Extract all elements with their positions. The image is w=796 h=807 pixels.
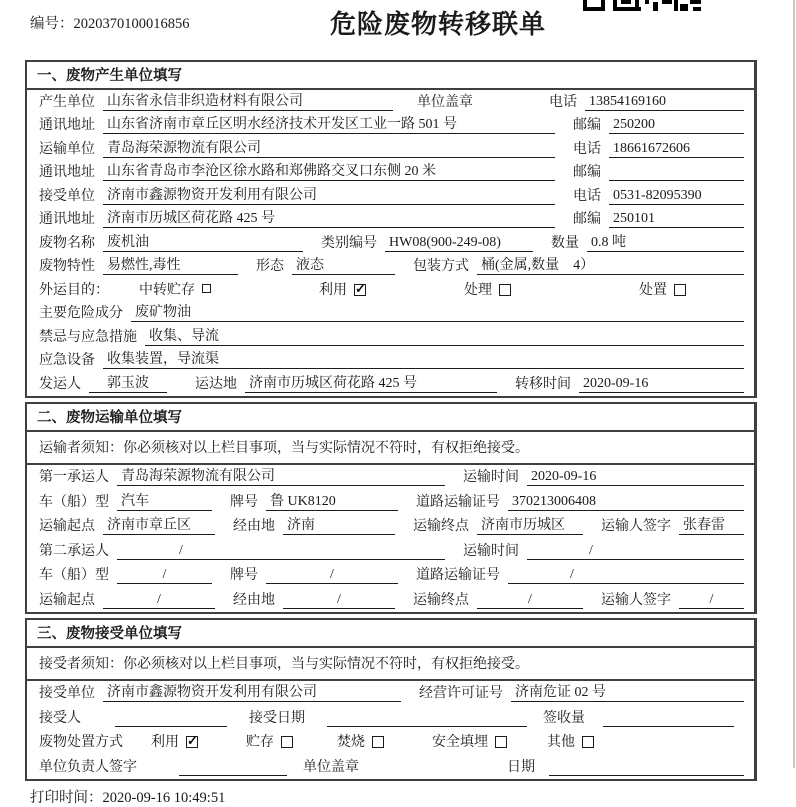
carrier1-label: 第一承运人 (39, 470, 109, 485)
via-label: 经由地 (233, 592, 275, 608)
destination-label: 运达地 (195, 376, 237, 392)
packing-value: 桶(金属,数量 4） (477, 254, 744, 275)
equipment-label: 应急设备 (39, 353, 95, 368)
serial-number (30, 12, 190, 33)
waste-traits-label: 废物特性 (39, 259, 95, 274)
endpoint-value: 济南市历城区 (477, 514, 583, 535)
row-receive-person (27, 705, 754, 730)
option-transfer-storage (139, 279, 211, 299)
page-title: 危险废物转移联单 (330, 10, 547, 39)
producer-label: 产生单位 (39, 94, 95, 110)
option-landfill (432, 731, 507, 751)
carrier-sign-label: 运输人签字 (601, 592, 671, 608)
option-other (547, 731, 594, 751)
receive-person-label: 接受人 (39, 710, 81, 726)
option-dispose (639, 279, 686, 299)
carrier2-value: / (117, 543, 445, 560)
origin-label: 运输起点 (39, 592, 95, 608)
carrier-sign-value: 张春雷 (679, 514, 744, 535)
print-time-value: 2020-09-16 10:49:51 (102, 789, 226, 806)
carrier1-value: 青岛海荣源物流有限公司 (117, 465, 445, 486)
zip-label: 邮编 (573, 118, 601, 133)
producer-address-value: 山东省济南市章丘区明水经济技术开发区工业一路 501 号 (103, 113, 555, 134)
row-vehicle2 (27, 563, 754, 588)
transport-time2-value: / (527, 543, 744, 560)
receiver-phone-value: 0531-82095390 (609, 188, 744, 205)
unit-seal-label: 单位盖章 (303, 759, 359, 775)
road-license-label: 道路运输证号 (416, 568, 500, 583)
vehicle-type-label: 车（船）型 (39, 568, 109, 583)
row-leader-sign (27, 754, 754, 779)
producer-zip-value: 250200 (609, 117, 744, 134)
taboo-value: 收集、导流 (145, 325, 744, 346)
row-receive-unit (27, 681, 754, 706)
vehicle-type-value: 汽车 (117, 490, 212, 511)
plate-value: 鲁 UK8120 (266, 490, 398, 511)
option-label: 其他 (547, 735, 575, 750)
vehicle-type-label: 车（船）型 (39, 494, 109, 510)
transporter-phone-value: 18661672606 (609, 141, 744, 158)
row-hazard (27, 302, 754, 326)
consignor-value: 郭玉波 (89, 372, 167, 393)
receive-date-label: 接受日期 (249, 710, 305, 726)
row-route2 (27, 587, 754, 612)
print-time (30, 786, 796, 807)
row-transporter-address (27, 161, 754, 185)
option-label: 处理 (464, 282, 492, 298)
via-label: 经由地 (233, 519, 275, 534)
row-vehicle1 (27, 489, 754, 514)
checkbox-treat (499, 284, 511, 296)
row-waste-traits (27, 255, 754, 279)
row-disposal-method (27, 730, 754, 755)
carrier-sign2-value: / (679, 592, 744, 609)
waste-traits-value: 易燃性,毒性 (103, 254, 238, 275)
consignor-label: 发运人 (39, 376, 81, 392)
endpoint-label: 运输终点 (413, 519, 469, 534)
checkbox-store (281, 736, 293, 748)
serial-value: 2020370100016856 (73, 16, 190, 32)
row-waste-name (27, 231, 754, 255)
option-utilize (151, 731, 198, 751)
quantity-value: 0.8 吨 (587, 231, 744, 252)
leader-sign-label: 单位负责人签字 (39, 759, 137, 775)
unit-seal-label: 单位盖章 (417, 94, 473, 110)
road-license-value: 370213006408 (508, 494, 744, 511)
option-label: 利用 (319, 282, 347, 298)
phone-label: 电话 (573, 188, 601, 204)
transport-notice: 运输者须知：你必须核对以上栏目事项，当与实际情况不符时，有权拒绝接受。 (27, 432, 754, 465)
option-label: 利用 (151, 735, 179, 750)
zip-label: 邮编 (573, 212, 601, 227)
option-label: 贮存 (246, 735, 274, 750)
permit-value: 济南危证 02 号 (511, 681, 744, 702)
destination-value: 济南市历城区荷花路 425 号 (245, 372, 497, 393)
address-label: 通讯地址 (39, 212, 95, 227)
leader-sign-value (179, 759, 287, 776)
row-transporter (27, 137, 754, 161)
section-transport (25, 402, 757, 614)
page-right-edge (793, 0, 795, 768)
carrier2-label: 第二承运人 (39, 543, 109, 559)
category-value: HW08(900-249-08) (385, 235, 533, 252)
form-label: 形态 (256, 259, 284, 274)
receiver-zip-value: 250101 (609, 211, 744, 228)
section1-title: 一、废物产生单位填写 (27, 62, 754, 90)
section3-title: 三、废物接受单位填写 (27, 620, 754, 648)
receive-unit-value: 济南市鑫源物资开发利用有限公司 (103, 681, 401, 702)
receiver-value: 济南市鑫源物资开发利用有限公司 (103, 184, 555, 205)
equipment-value: 收集装置，导流渠 (103, 348, 744, 369)
row-receiver (27, 184, 754, 208)
origin-label: 运输起点 (39, 519, 95, 534)
checkbox-transfer-storage (202, 284, 211, 293)
road-license2-value: / (508, 567, 744, 584)
option-store (246, 731, 293, 751)
disposal-method-label: 废物处置方式 (39, 735, 123, 750)
waste-name-label: 废物名称 (39, 235, 95, 251)
row-equipment (27, 349, 754, 373)
plate-label: 牌号 (230, 568, 258, 583)
checkbox-incinerate (372, 736, 384, 748)
section-receiver (25, 618, 757, 781)
row-carrier2 (27, 538, 754, 563)
section-producer (25, 60, 757, 398)
vehicle-type2-value: / (117, 567, 212, 584)
row-route1 (27, 514, 754, 539)
quantity-label: 数量 (551, 235, 579, 251)
receiver-label: 接受单位 (39, 188, 95, 204)
option-utilize (319, 279, 366, 299)
transfer-time-value: 2020-09-16 (579, 376, 744, 393)
phone-label: 电话 (573, 141, 601, 157)
row-producer (27, 90, 754, 114)
producer-phone-value: 13854169160 (585, 94, 744, 111)
endpoint-label: 运输终点 (413, 592, 469, 608)
plate-label: 牌号 (230, 494, 258, 510)
print-time-label: 打印时间： (30, 789, 103, 806)
option-label: 焚烧 (337, 735, 365, 750)
receiver-notice: 接受者须知：你必须核对以上栏目事项，当与实际情况不符时，有权拒绝接受。 (27, 648, 754, 681)
row-purpose (27, 278, 754, 302)
transporter-value: 青岛海荣源物流有限公司 (103, 137, 555, 158)
origin-value: 济南市章丘区 (103, 514, 215, 535)
permit-label: 经营许可证号 (419, 686, 503, 701)
category-label: 类别编号 (321, 235, 377, 251)
receipt-amount-label: 签收量 (543, 710, 585, 726)
receiver-address-value: 济南市历城区荷花路 425 号 (103, 207, 555, 228)
option-label: 安全填埋 (432, 735, 488, 750)
transporter-zip-value (609, 164, 744, 181)
transfer-time-label: 转移时间 (515, 376, 571, 392)
option-label: 中转贮存 (139, 282, 195, 298)
row-carrier1 (27, 465, 754, 490)
receipt-amount-value (603, 710, 734, 727)
transport-time-label: 运输时间 (463, 470, 519, 485)
transport-time-value: 2020-09-16 (527, 469, 744, 486)
via2-value: / (283, 592, 395, 609)
receive-date-value (327, 710, 527, 727)
serial-label: 编号： (30, 16, 74, 32)
taboo-label: 禁忌与应急措施 (39, 329, 137, 345)
option-treat (464, 279, 511, 299)
checkbox-landfill (495, 736, 507, 748)
transporter-label: 运输单位 (39, 141, 95, 157)
checkbox-utilize (354, 284, 366, 296)
hazard-value: 废矿物油 (131, 301, 744, 322)
date-label: 日期 (507, 759, 535, 775)
zip-label: 邮编 (573, 165, 601, 180)
row-receiver-address (27, 208, 754, 232)
hazard-label: 主要危险成分 (39, 306, 123, 321)
row-producer-address (27, 114, 754, 138)
receive-person-value (115, 710, 227, 727)
document-header (0, 0, 796, 60)
option-label: 处置 (639, 282, 667, 298)
section2-title: 二、废物运输单位填写 (27, 404, 754, 432)
purpose-label: 外运目的： (39, 282, 109, 298)
via-value: 济南 (283, 514, 395, 535)
checkbox-dispose (674, 284, 686, 296)
transporter-address-value: 山东省青岛市李沧区徐水路和郑佛路交叉口东侧 20 米 (103, 160, 555, 181)
address-label: 通讯地址 (39, 165, 95, 180)
packing-label: 包装方式 (413, 259, 469, 274)
checkbox-utilize (186, 736, 198, 748)
row-taboo (27, 325, 754, 349)
qr-code-fragment-icon (583, 0, 703, 11)
address-label: 通讯地址 (39, 118, 95, 133)
plate2-value: / (266, 567, 398, 584)
waste-name-value: 废机油 (103, 231, 303, 252)
checkbox-other (582, 736, 594, 748)
form-value: 液态 (292, 254, 395, 275)
receive-unit-label: 接受单位 (39, 686, 95, 701)
transport-time-label: 运输时间 (463, 543, 519, 559)
phone-label: 电话 (549, 94, 577, 110)
producer-value: 山东省永信非织造材料有限公司 (103, 90, 393, 111)
option-incinerate (337, 731, 384, 751)
carrier-sign-label: 运输人签字 (601, 519, 671, 534)
row-dispatch (27, 372, 754, 396)
origin2-value: / (103, 592, 215, 609)
date-value (549, 759, 744, 776)
endpoint2-value: / (477, 592, 583, 609)
road-license-label: 道路运输证号 (416, 494, 500, 510)
